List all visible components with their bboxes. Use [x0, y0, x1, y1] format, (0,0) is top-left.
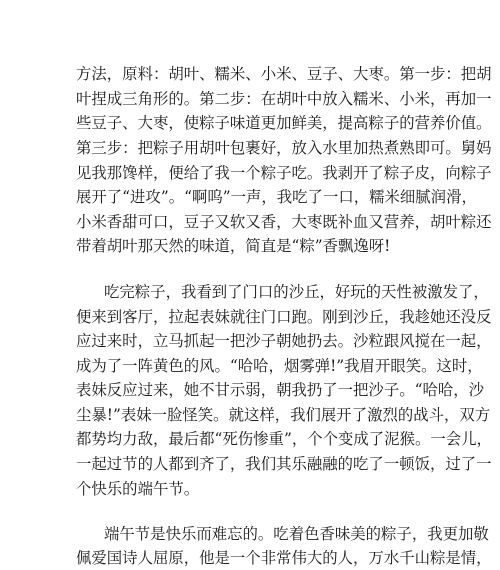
text-line: 一起过节的人都到齐了，我们其乐融融的吃了一顿饭，过了一	[76, 455, 492, 473]
text-line: 都势均力敌，最后都“死伤惨重”，个个变成了泥猴。一会儿，	[76, 430, 492, 448]
text-line: 佩爱国诗人屈原，他是一个非常伟大的人，万水千山粽是情，	[76, 549, 492, 567]
text-line: 小米香甜可口，豆子又软又香，大枣既补血又营养，胡叶粽还	[76, 213, 492, 231]
text-line: 应过来时，立马抓起一把沙子朝她扔去。沙粒跟风搅在一起，	[76, 332, 492, 350]
text-line: 吃完粽子，我看到了门口的沙丘，好玩的天性被激发了，	[104, 283, 489, 301]
text-line: 个快乐的端午节。	[76, 480, 200, 498]
text-line: 方法，原料：胡叶、糯米、小米、豆子、大枣。第一步：把胡	[76, 65, 492, 83]
text-line: 成为了一阵黄色的风。“哈哈，烟雾弹!”我眉开眼笑。这时，	[76, 357, 483, 375]
text-line: 表妹反应过来，她不甘示弱，朝我扔了一把沙子。“哈哈，沙	[76, 381, 485, 399]
text-line: 展开了“进攻”。“啊呜”一声，我吃了一口，糯米细腻润滑，	[76, 188, 477, 206]
text-line: 便来到客厅，拉起表妹就往门口跑。刚到沙丘，我趁她还没反	[76, 308, 492, 326]
text-line: 第三步：把粽子用胡叶包裹好，放入水里加热煮熟即可。舅妈	[76, 139, 492, 157]
text-line: 叶捏成三角形的。第二步：在胡叶中放入糯米、小米，再加一	[76, 90, 492, 108]
text-line: 端午节是快乐而难忘的。吃着色香味美的粽子，我更加敬	[104, 525, 489, 543]
text-line: 见我那馋样，便给了我一个粽子吃。我剥开了粽子皮，向粽子	[76, 164, 492, 182]
text-line: 带着胡叶那天然的味道，简直是“粽”香飘逸呀!	[76, 237, 391, 255]
text-line: 尘暴!”表妹一脸怪笑。就这样，我们展开了激烈的战斗，双方	[76, 406, 491, 424]
text-line: 些豆子、大枣，使粽子味道更加鲜美，提高粽子的营养价值。	[76, 114, 492, 132]
